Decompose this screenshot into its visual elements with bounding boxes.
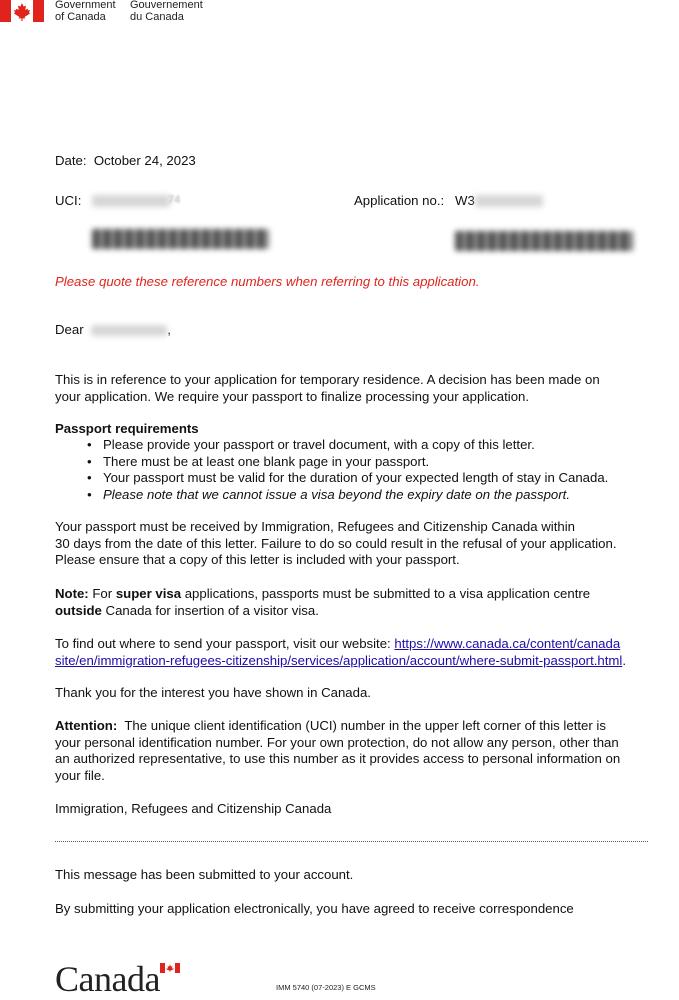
signature: Immigration, Refugees and Citizenship Canada	[55, 801, 332, 816]
canada-flag-icon	[0, 0, 44, 22]
list-item: • Please note that we cannot issue a visa beyond the expiry date on the passport.	[87, 487, 608, 504]
website-paragraph: To find out where to send your passport, visit our website: https://www.canada.ca/content/canada site/en/immigration-refugees-citizenship/services/application/account/where-submit-passport.html.	[55, 636, 626, 668]
wordmark-flag-icon	[160, 963, 180, 973]
canada-wordmark: Canada	[55, 959, 160, 999]
recipient-name-redacted	[91, 325, 167, 336]
uci-suffix: 74	[168, 194, 181, 206]
dotted-divider	[55, 841, 648, 842]
quote-notice: Please quote these reference numbers when referring to this application.	[55, 274, 480, 289]
application-barcode	[455, 231, 633, 251]
application-label: Application no.:	[354, 193, 445, 208]
uci-label: UCI:	[55, 193, 82, 208]
date-value: October 24, 2023	[93, 153, 196, 168]
gov-name-french: Gouvernement du Canada	[130, 0, 203, 23]
passport-requirements-heading: Passport requirements	[55, 421, 199, 436]
correspondence-message: By submitting your application electronically, you have agreed to receive correspondence	[55, 901, 574, 916]
where-submit-passport-link[interactable]: https://www.canada.ca/content/canada	[394, 636, 621, 651]
application-prefix: W3	[455, 193, 475, 208]
submitted-message: This message has been submitted to your account.	[55, 867, 354, 882]
date-label: Date:	[55, 153, 87, 168]
passport-requirements-list	[87, 437, 608, 503]
list-item: • Your passport must be valid for the duration of your expected length of stay in Canada.	[87, 470, 608, 487]
uci-redacted	[92, 195, 170, 207]
salutation: Dear ,	[55, 322, 171, 337]
application-redacted	[475, 195, 543, 207]
thanks-line: Thank you for the interest you have shown in Canada.	[55, 685, 371, 700]
intro-paragraph: This is in reference to your application for temporary residence. A decision has been made on your application. We require your passport to finalize processing your application.	[55, 372, 600, 404]
attention-paragraph: Attention: The unique client identification (UCI) number in the upper left corner of this letter is your personal identification number. For your own protection, do not allow any person, other than an authorized representative, to use this number as it provides access to personal information on your file.	[55, 718, 621, 783]
received-paragraph: Your passport must be received by Immigration, Refugees and Citizenship Canada within 30 days from the date of this letter. Failure to do so could result in the refusal of your application. Please ensure that a copy of this letter is included with your passport.	[55, 519, 617, 567]
gov-name-english: Government of Canada	[55, 0, 116, 23]
note-paragraph: Note: For super visa applications, passports must be submitted to a visa application centre outside Canada for insertion of a visitor visa.	[55, 586, 591, 618]
list-item: • Please provide your passport or travel document, with a copy of this letter.	[87, 437, 608, 454]
list-item: • There must be at least one blank page in your passport.	[87, 454, 608, 471]
where-submit-passport-link-continued[interactable]: site/en/immigration-refugees-citizenship/services/application/account/where-submit-passport.html	[55, 652, 623, 668]
uci-barcode	[92, 229, 269, 249]
date-line	[55, 153, 196, 170]
form-identifier: IMM 5740 (07-2023) E GCMS	[276, 983, 376, 992]
